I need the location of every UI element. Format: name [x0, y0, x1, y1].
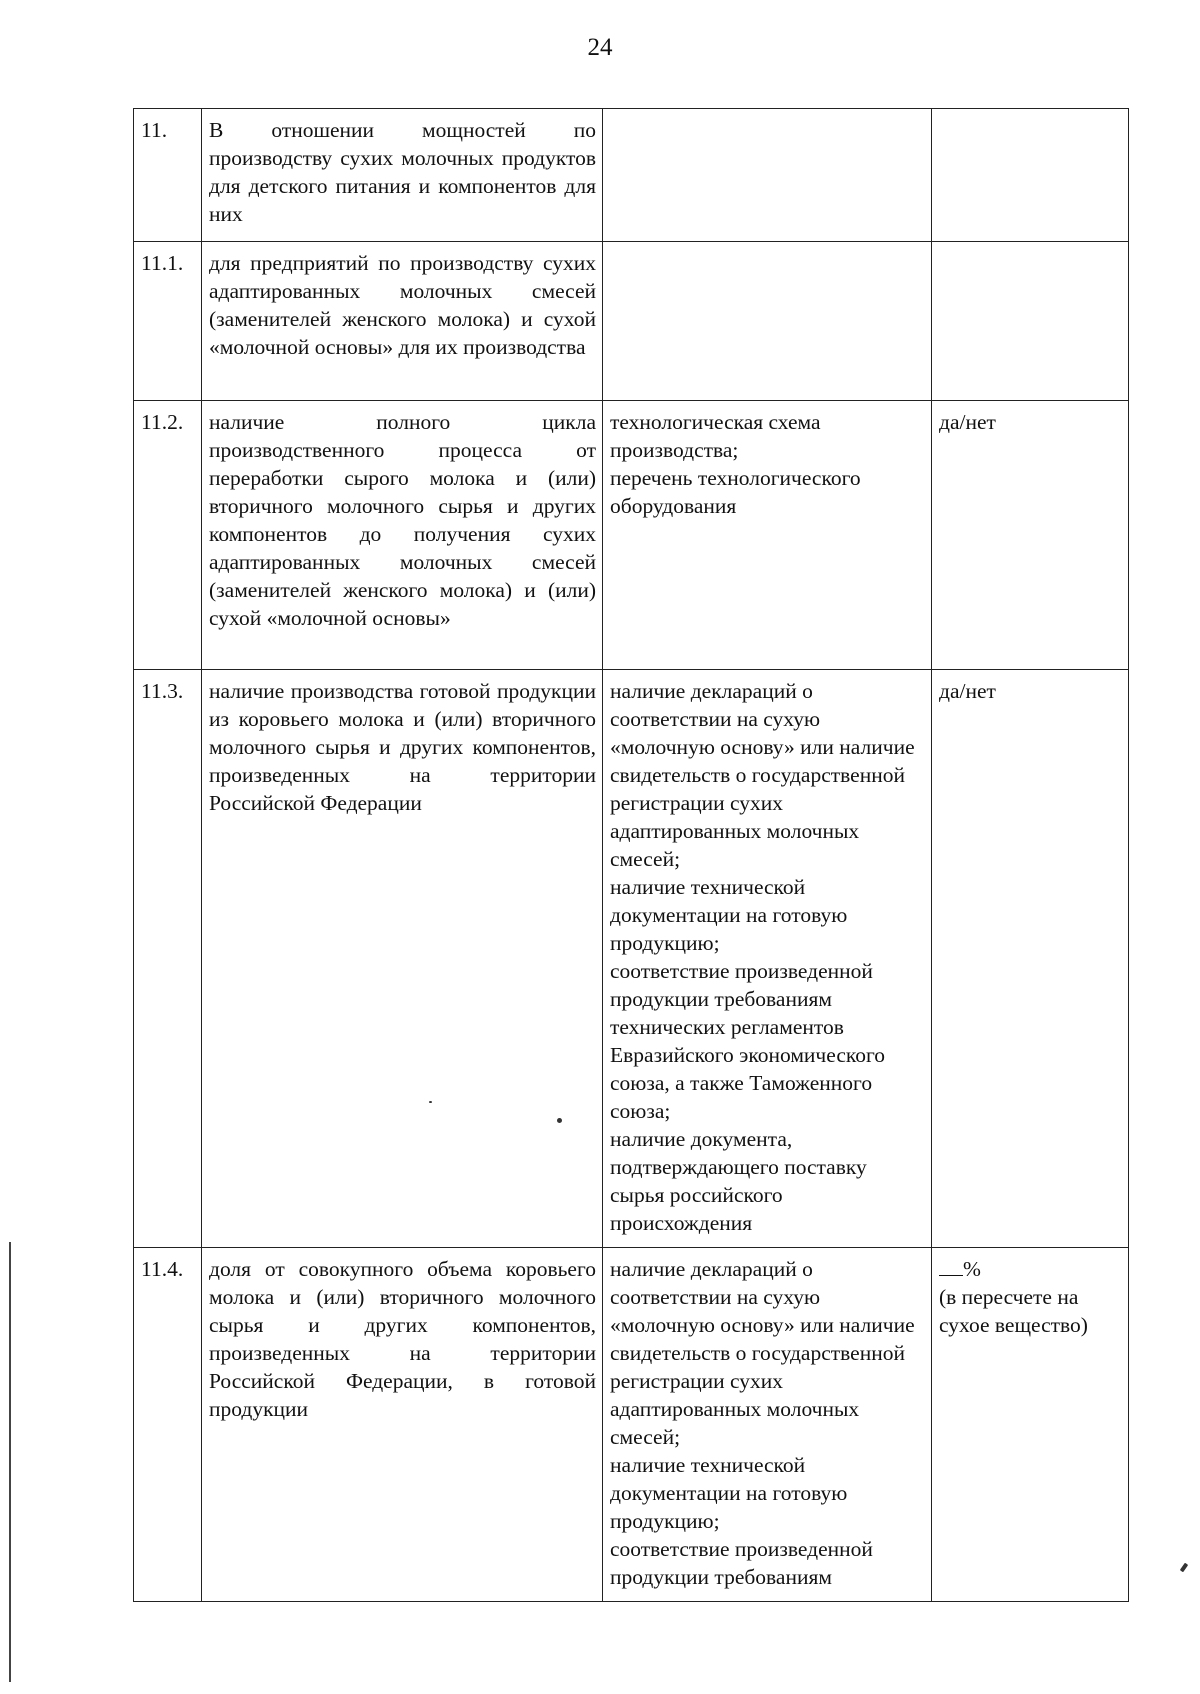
row-number: 11.1. [134, 242, 202, 401]
page-number: 24 [587, 34, 613, 61]
document-item: перечень технологического оборудования [610, 466, 861, 518]
percent-blank-line [939, 1255, 963, 1276]
document-item: наличие деклараций о соответствии на сухую «молочную основу» или наличие свидетельств о государственной регистрации сухих адаптированных молочных смесей; [610, 679, 915, 871]
percent-note: (в пересчете на сухое вещество) [939, 1285, 1088, 1337]
criterion-text: В отношении мощностей по производству сухих молочных продуктов для детского питания и компонентов для них [202, 109, 603, 242]
table-row [134, 401, 1129, 670]
documents-cell [603, 242, 932, 401]
scan-speck [1180, 1563, 1188, 1573]
documents-cell [603, 109, 932, 242]
criteria-table [133, 108, 1129, 1602]
row-number: 11. [134, 109, 202, 242]
table-row [134, 109, 1129, 242]
table-row [134, 1248, 1129, 1602]
documents-cell [603, 401, 932, 670]
scan-margin-line [9, 1242, 11, 1682]
percent-sign: % [963, 1257, 981, 1281]
value-cell: да/нет [932, 670, 1129, 1248]
percent-field [939, 1255, 1122, 1283]
row-number: 11.3. [134, 670, 202, 1248]
row-number: 11.2. [134, 401, 202, 670]
document-item: наличие технической документации на готовую продукцию; [610, 875, 848, 955]
document-item: наличие документа, подтверждающего поставку сырья российского происхождения [610, 1127, 867, 1235]
row-number: 11.4. [134, 1248, 202, 1602]
value-cell: да/нет [932, 401, 1129, 670]
table-row [134, 242, 1129, 401]
document-item: наличие технической документации на готовую продукцию; [610, 1453, 848, 1533]
documents-cell [603, 670, 932, 1248]
document-item: наличие деклараций о соответствии на сухую «молочную основу» или наличие свидетельств о государственной регистрации сухих адаптированных молочных смесей; [610, 1257, 915, 1449]
document-item: соответствие произведенной продукции требованиям технических регламентов Евразийского экономического союза, а также Таможенного союза; [610, 959, 885, 1123]
value-cell [932, 109, 1129, 242]
criterion-text: наличие производства готовой продукции из коровьего молока и (или) вторичного молочного сырья и других компонентов, произведенных на территории Российской Федерации [202, 670, 603, 1248]
value-cell [932, 242, 1129, 401]
criterion-text: для предприятий по производству сухих адаптированных молочных смесей (заменителей женского молока) и сухой «молочной основы» для их производства [202, 242, 603, 401]
documents-cell [603, 1248, 932, 1602]
document-item: соответствие произведенной продукции требованиям [610, 1537, 873, 1589]
table-row [134, 670, 1129, 1248]
value-cell [932, 1248, 1129, 1602]
document-item: технологическая схема производства; [610, 410, 821, 462]
criterion-text: доля от совокупного объема коровьего молока и (или) вторичного молочного сырья и других компонентов, произведенных на территории Российской Федерации, в готовой продукции [202, 1248, 603, 1602]
criterion-text: наличие полного цикла производственного процесса от переработки сырого молока и (или) вторичного молочного сырья и других компонентов до получения сухих адаптированных молочных смесей (заменителей женского молока) и (или) сухой «молочной основы» [202, 401, 603, 670]
